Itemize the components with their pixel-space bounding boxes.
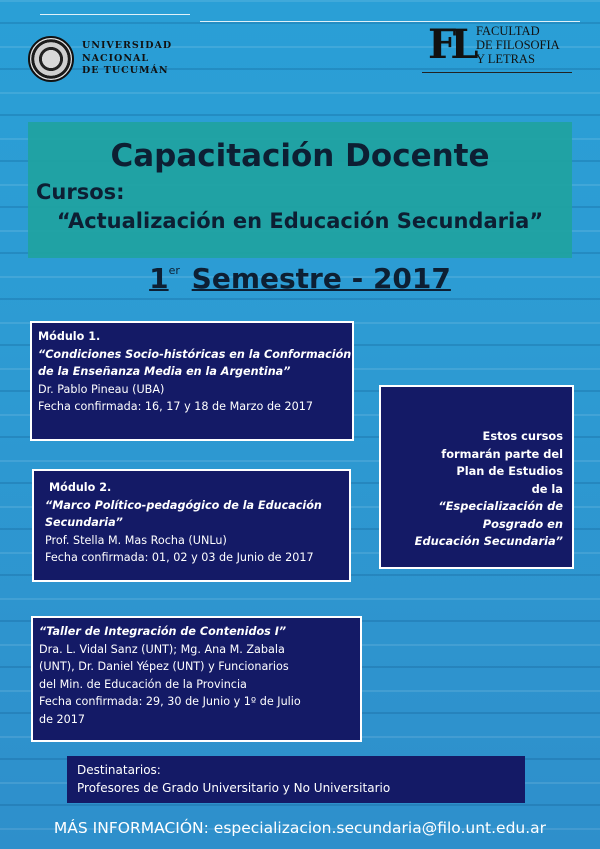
main-title: Capacitación Docente: [110, 138, 490, 174]
module-date: Fecha confirmada: 16, 17 y 18 de Marzo de 2017: [38, 400, 313, 413]
contact-email-link[interactable]: especializacion.secundaria@filo.unt.edu.ar: [213, 819, 547, 837]
module-heading: Módulo 2.: [49, 481, 112, 494]
audience-value: Profesores de Grado Universitario y No Universitario: [77, 781, 391, 795]
module-title-line: “Marco Político-pedagógico de la Educación: [45, 498, 322, 512]
note-line: Estos cursos: [482, 429, 563, 443]
module-title-line: de la Enseñanza Media en la Argentina”: [38, 365, 291, 378]
module-teacher: Dr. Pablo Pineau (UBA): [38, 382, 165, 396]
note-italic-line: Posgrado en: [482, 516, 563, 531]
module-1-box: [30, 321, 354, 441]
note-line: de la: [531, 481, 563, 496]
module-title-line: “Condiciones Socio-históricas en la Conformación: [38, 347, 352, 361]
faculty-name: FACULTAD DE FILOSOFIA Y LETRAS: [476, 24, 560, 66]
more-info-footer: [0, 819, 600, 837]
module-date: Fecha confirmada: 29, 30 de Junio y 1º de Julio: [39, 695, 301, 708]
note-italic-line: Educación Secundaria”: [414, 534, 563, 548]
semester-sup: er: [168, 264, 180, 277]
module-teacher: Prof. Stella M. Mas Rocha (UNLu): [45, 533, 227, 547]
note-line: Plan de Estudios: [456, 464, 563, 478]
semester-heading: [0, 262, 600, 295]
audience-box: [67, 756, 525, 803]
module-teacher: (UNT), Dr. Daniel Yépez (UNT) y Funcionarios: [39, 660, 289, 673]
semester-number: 1: [149, 262, 169, 295]
university-seal-icon: [28, 36, 74, 82]
university-logo: [28, 36, 172, 82]
module-heading: Módulo 1.: [38, 330, 101, 343]
faculty-mark-icon: FL: [428, 21, 473, 68]
more-info-label: MÁS INFORMACIÓN:: [53, 819, 209, 837]
semester-label: Semestre - 2017: [191, 262, 451, 295]
module-teacher: Dra. L. Vidal Sanz (UNT); Mg. Ana M. Zabala: [39, 642, 285, 656]
module-teacher: del Min. de Educación de la Provincia: [39, 677, 247, 691]
module-date: Fecha confirmada: 01, 02 y 03 de Junio de 2017: [45, 551, 314, 564]
module-2-box: [32, 469, 351, 582]
module-3-box: [31, 616, 362, 742]
note-line: formarán parte del: [441, 446, 563, 461]
module-title-line: Secundaria”: [45, 516, 123, 529]
audience-label: Destinatarios:: [77, 763, 161, 777]
university-name: UNIVERSIDAD NACIONAL DE TUCUMÁN: [82, 40, 173, 77]
note-italic-line: “Especialización de: [438, 499, 563, 513]
cursos-label: Cursos:: [36, 180, 125, 204]
top-line-left: [40, 14, 190, 15]
faculty-logo: [422, 22, 574, 72]
module-title-line: “Taller de Integración de Contenidos I”: [39, 625, 287, 638]
module-date: de 2017: [39, 712, 86, 726]
specialization-note-box: [379, 385, 574, 569]
faculty-underline: [422, 72, 572, 73]
course-title: “Actualización en Educación Secundaria”: [56, 209, 544, 233]
